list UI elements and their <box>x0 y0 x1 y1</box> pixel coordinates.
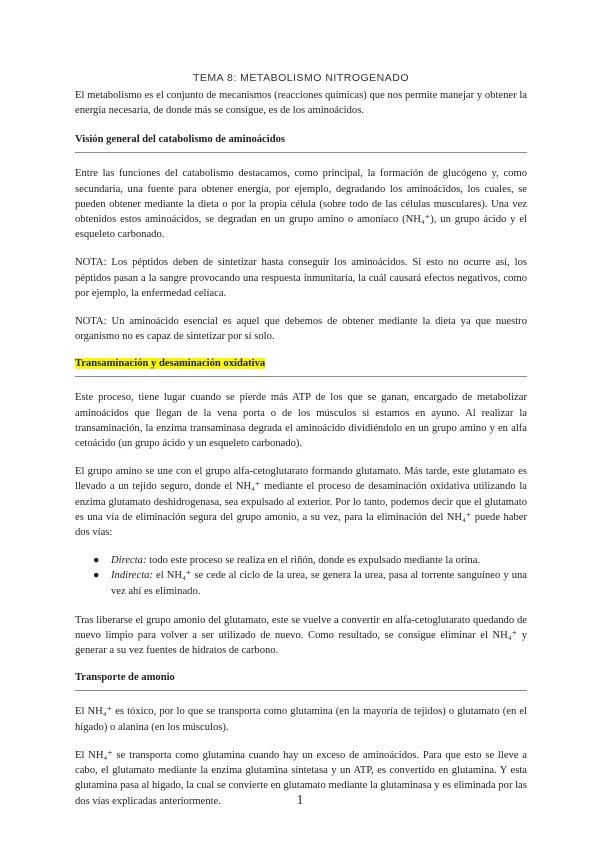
list-item <box>75 568 527 598</box>
bullet-list <box>75 553 527 599</box>
note-paragraph: NOTA: Los péptidos deben de sintetizar hasta conseguir los aminoácidos. Si esto no ocurre así, los péptidos pasan a la sangre provocando una respuesta inmunitaria, la cuál causará efectos negativos, como por ejemplo, la enfermedad celíaca. <box>75 257 527 299</box>
paragraph: El grupo amino se une con el grupo alfa-cetoglutarato formando glutamato. Más tarde, este glutamato es llevado a un tejido seguro, donde el NH₄⁺ mediante el proceso de desaminación oxidativa utilizando la enzima glutamato deshidrogenasa, sea expulsado al exterior. Por lo tanto, podemos decir que el glutamato es una vía de eliminación segura del grupo amonio, a su vez, para la eliminación del NH₄⁺ puede haber dos vías: <box>75 466 527 539</box>
list-item <box>75 553 527 568</box>
intro-paragraph: El metabolismo es el conjunto de mecanismos (reacciones químicas) que nos permite manejar y obtener la energía necesaria, de donde más se consigue, es de los aminoácidos. <box>75 90 527 117</box>
section-divider <box>75 152 527 153</box>
paragraph: Entre las funciones del catabolismo destacamos, como principal, la formación de glucógeno y, como secundaria, una fuente para obtener energía, por ejemplo, degradando los aminoácidos, los cuales, se pueden obtener mediante la dieta o por la propia célula (sobre todo de las células musculares). Una vez obtenidos estos aminoácidos, se degradan en un grupo amino o amoníaco (NH₄⁺), un grupo ácido y el esqueleto carbonado. <box>75 168 527 241</box>
section-heading-transaminacion <box>75 357 527 371</box>
bullet-icon: ● <box>93 570 100 582</box>
highlighted-heading-text: Transaminación y desaminación oxidativa <box>75 358 266 370</box>
paragraph: Este proceso, tiene lugar cuando se pierde más ATP de los que se ganan, encargado de metabolizar aminoácidos que llegan de la vena porta o de los músculos si estamos en ayuno. Al realizar la transaminación, la enzima transaminasa degrada el aminoácido dividiéndolo en un grupo amino y en alfa cetoácido (un grupo ácido y un esqueleto carbonado). <box>75 392 527 450</box>
section-heading-transporte: Transporte de amonio <box>75 672 175 684</box>
paragraph: El NH₄⁺ es tóxico, por lo que se transporta como glutamina (en la mayoría de tejidos) o glutamato (en el hígado) o alanina (en los músculos). <box>75 706 527 733</box>
paragraph: El NH₄⁺ se transporta como glutamina cuando hay un exceso de aminoácidos. Para que esto se lleve a cabo, el glutamato mediante la enzima glutamina sintetasa y un ATP, es convertido en glutamina. Y esta glutamina pasa al hígado, la cual se convierte en glutamato mediante la glutaminasa y es eliminada por las dos vías explicadas anteriormente. <box>75 749 527 807</box>
list-item-text: todo este proceso se realiza en el riñón, donde es expulsado mediante la orina. <box>146 555 481 567</box>
paragraph: Tras liberarse el grupo amonio del glutamato, este se vuelve a convertir en alfa-cetoglutarato quedando de nuevo limpio para volver a ser utilizado de nuevo. Como resultado, se consigue eliminar el NH₄⁺ y generar a su vez fuentes de hidratos de carbono. <box>75 614 527 657</box>
list-item-term: Directa: <box>111 555 147 567</box>
document-page <box>75 72 527 822</box>
page-title: TEMA 8: METABOLISMO NITROGENADO <box>193 72 409 84</box>
section-divider <box>75 376 527 377</box>
bullet-icon: ● <box>93 555 100 567</box>
note-paragraph: NOTA: Un aminoácido esencial es aquel que debemos de obtener mediante la dieta ya que nuestro organismo no es capaz de sintetizar por sí solo. <box>75 316 527 343</box>
list-item-text: el NH₄⁺ se cede al ciclo de la urea, se genera la urea, pasa al torrente sanguíneo y una vez ahí es eliminado. <box>111 570 527 597</box>
section-heading-vision-general: Visión general del catabolismo de aminoácidos <box>75 134 286 146</box>
page-number: 1 <box>296 793 304 808</box>
section-divider <box>75 690 527 691</box>
list-item-term: Indirecta: <box>111 570 153 582</box>
